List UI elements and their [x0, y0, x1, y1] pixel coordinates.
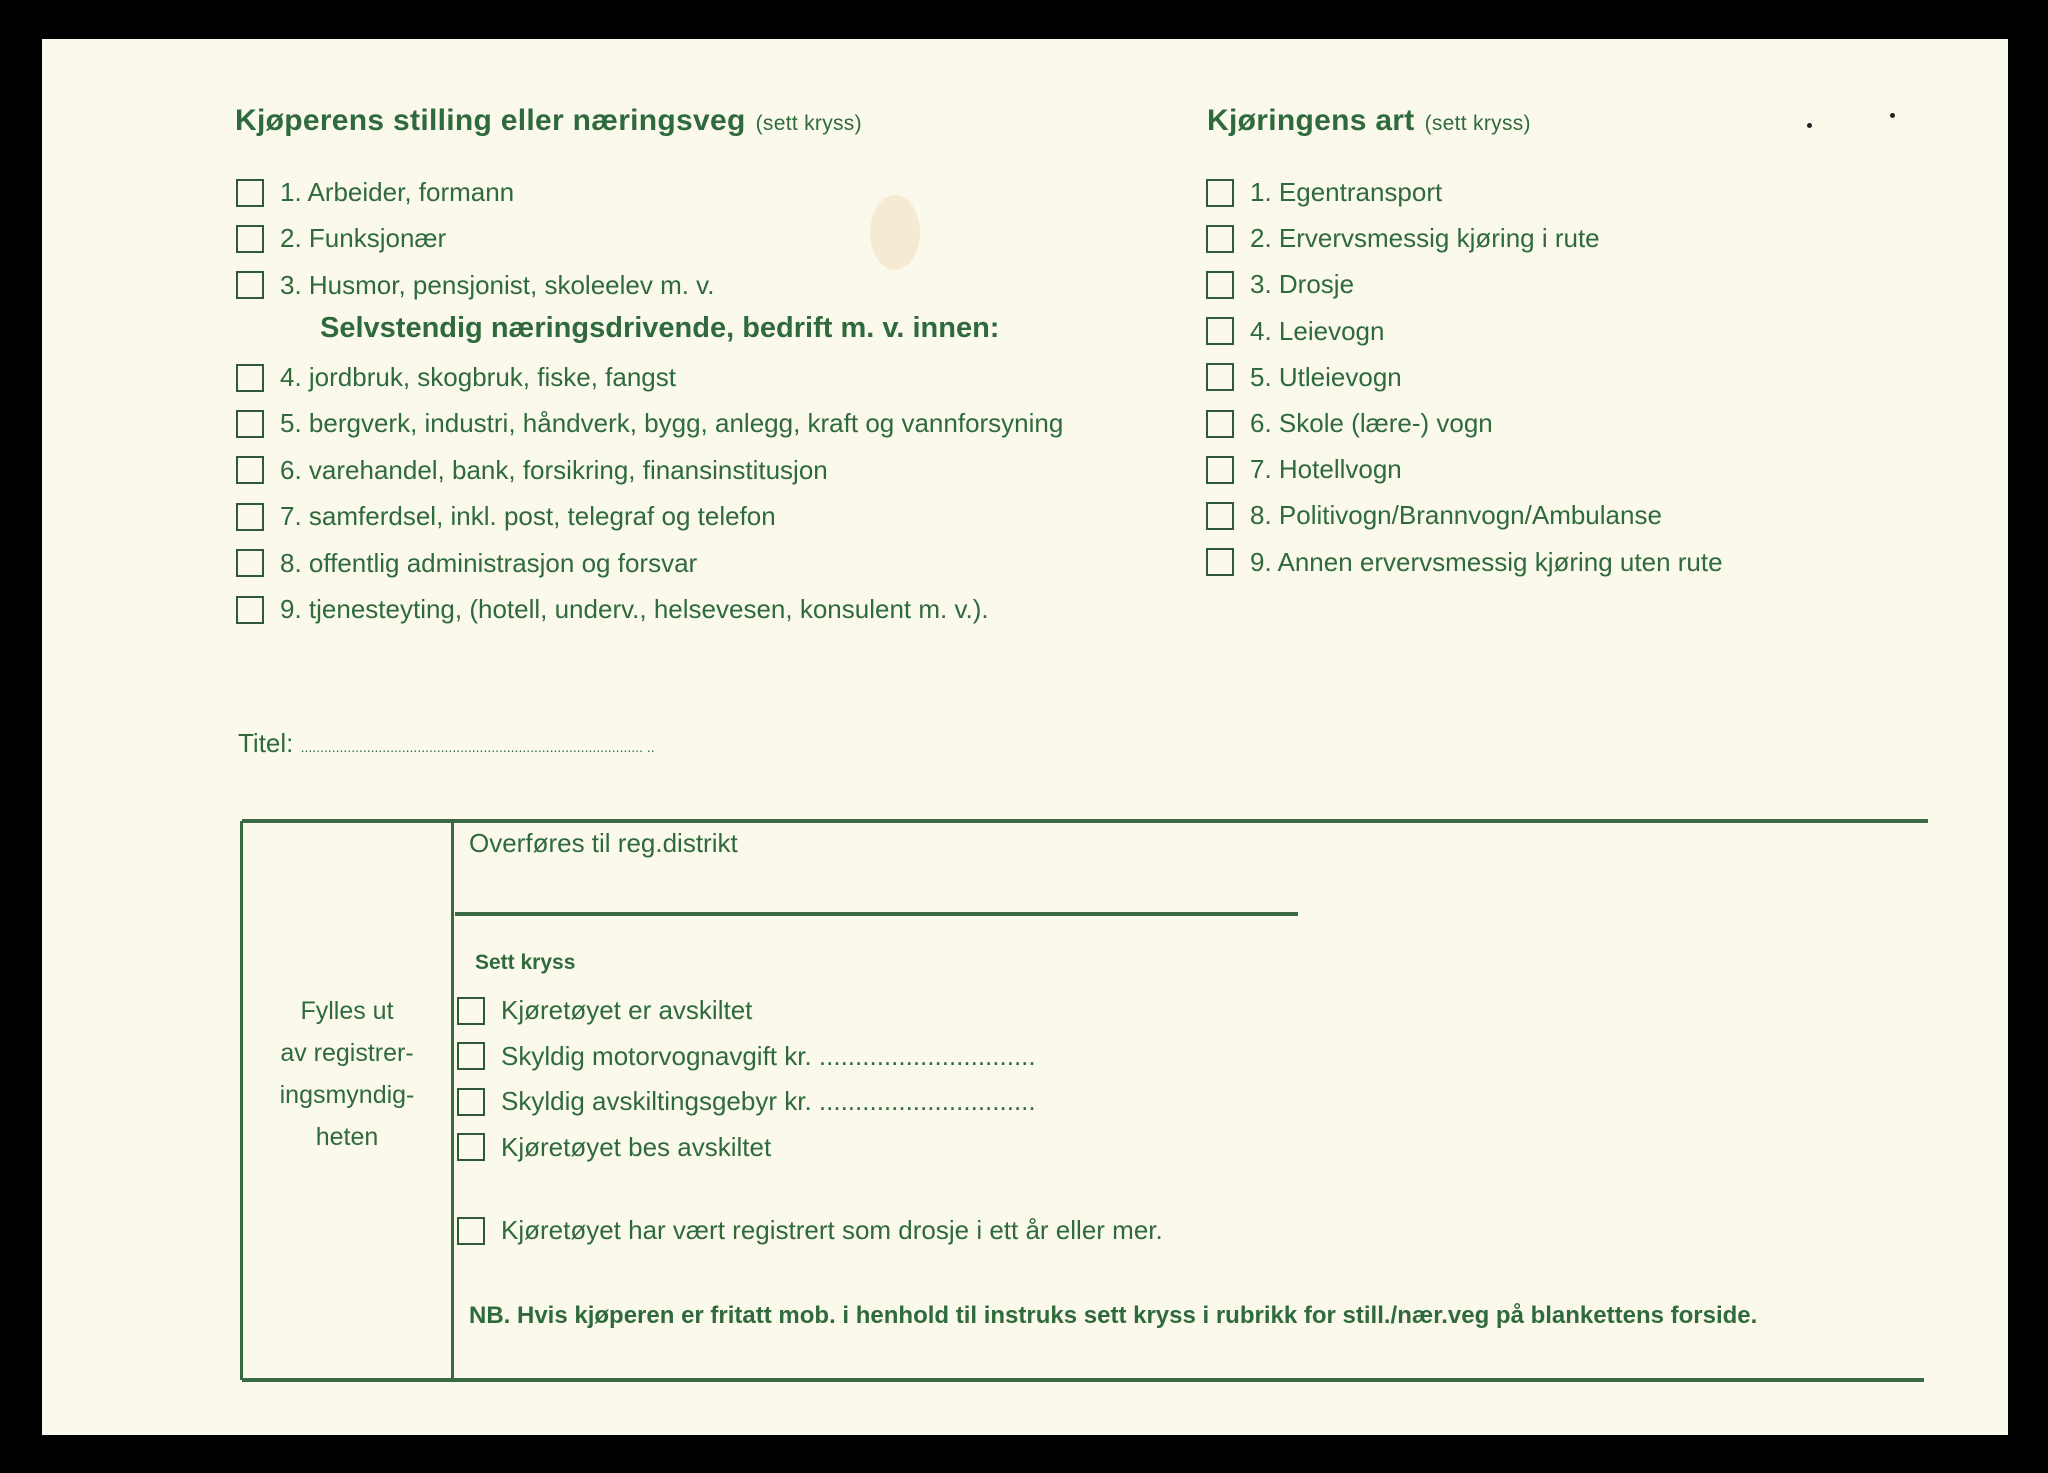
checkbox[interactable]: [236, 503, 264, 531]
checkbox[interactable]: [1206, 363, 1234, 391]
checkbox[interactable]: [1206, 548, 1234, 576]
checkbox[interactable]: [236, 271, 264, 299]
checkbox[interactable]: [236, 456, 264, 484]
checkbox-label: 2. Ervervsmessig kjøring i rute: [1250, 223, 1600, 254]
checkbox[interactable]: [236, 549, 264, 577]
checkbox[interactable]: [457, 1133, 485, 1161]
checkbox-row[interactable]: [457, 1086, 1036, 1117]
checkbox-label: 7. Hotellvogn: [1250, 454, 1402, 485]
nb-note: NB. Hvis kjøperen er fritatt mob. i henhold til instruks sett kryss i rubrikk for still./nær.veg på blankettens forside.: [469, 1302, 1758, 1329]
checkbox[interactable]: [1206, 502, 1234, 530]
checkbox-row[interactable]: [1206, 500, 1662, 531]
checkbox-label: 1. Arbeider, formann: [280, 177, 515, 207]
drosje-checkbox-row[interactable]: [457, 1215, 1163, 1246]
checkbox-label: 8. Politivogn/Brannvogn/Ambulanse: [1250, 500, 1662, 531]
registry-side-label: Fylles ut av registrer- ingsmyndig- heten: [279, 997, 415, 1151]
checkbox-label: 8. offentlig administrasjon og forsvar: [280, 547, 698, 578]
buyer-occupation-heading: Kjøperens stilling eller næringsveg (sett kryss): [235, 104, 862, 137]
checkbox[interactable]: [236, 596, 264, 624]
checkbox-row[interactable]: [1206, 223, 1600, 254]
checkbox-row[interactable]: [457, 1132, 771, 1163]
checkbox-label: 1. Egentransport: [1250, 177, 1443, 207]
checkbox-row[interactable]: [1206, 547, 1723, 578]
checkbox-label: Skyldig avskiltingsgebyr kr. ..............................: [501, 1086, 1036, 1116]
checkbox-row[interactable]: [1206, 408, 1493, 439]
box-bottom-border: [242, 1378, 1924, 1382]
checkbox-row[interactable]: [236, 408, 1063, 439]
titel-field[interactable]: Titel: ........................................................................................ ..: [238, 728, 655, 758]
checkbox-label: Kjøretøyet har vært registrert som drosje i ett år eller mer.: [501, 1215, 1163, 1245]
transfer-district-label: Overføres til reg.distrikt: [469, 828, 738, 858]
box-top-border: [242, 819, 1928, 823]
checkbox[interactable]: [236, 410, 264, 438]
checkbox[interactable]: [236, 225, 264, 253]
checkbox-row[interactable]: [1206, 177, 1442, 208]
checkbox[interactable]: [457, 1088, 485, 1116]
checkbox[interactable]: [1206, 225, 1234, 253]
driving-type-heading: Kjøringens art (sett kryss): [1207, 104, 1531, 137]
ink-speck: [1807, 123, 1812, 128]
checkbox-label: 5. Utleievogn: [1250, 361, 1402, 392]
checkbox-row[interactable]: [236, 270, 714, 301]
checkbox-row[interactable]: [236, 223, 446, 254]
checkbox-label: 3. Drosje: [1250, 269, 1355, 300]
checkbox-row[interactable]: [236, 548, 697, 579]
checkbox-row[interactable]: [1206, 269, 1354, 300]
checkbox-label: 5. bergverk, industri, håndverk, bygg, anlegg, kraft og vannforsyning: [280, 408, 1064, 439]
checkbox[interactable]: [1206, 271, 1234, 299]
checkbox-label: 2. Funksjonær: [280, 223, 447, 254]
checkbox[interactable]: [1206, 317, 1234, 345]
checkbox-row[interactable]: [1206, 454, 1402, 485]
checkbox-label: 6. varehandel, bank, forsikring, finansinstitusjon: [280, 454, 828, 485]
checkbox-row[interactable]: [236, 177, 514, 208]
checkbox-label: 7. samferdsel, inkl. post, telegraf og telefon: [280, 501, 776, 532]
checkbox-row[interactable]: [457, 995, 752, 1026]
checkbox[interactable]: [236, 364, 264, 392]
checkbox-row[interactable]: [236, 501, 776, 532]
self-employed-subheading: Selvstendig næringsdrivende, bedrift m. v. innen:: [320, 312, 1000, 344]
sett-kryss-label: Sett kryss: [475, 951, 576, 974]
checkbox[interactable]: [1206, 179, 1234, 207]
checkbox[interactable]: [457, 997, 485, 1025]
checkbox-label: 4. Leievogn: [1250, 315, 1385, 346]
checkbox[interactable]: [236, 179, 264, 207]
checkbox-row[interactable]: [457, 1041, 1036, 1072]
box-divider: [451, 821, 454, 1380]
checkbox[interactable]: [1206, 410, 1234, 438]
district-underline: [455, 912, 1298, 916]
checkbox-label: Skyldig motorvognavgift kr. ..............................: [501, 1040, 1036, 1071]
checkbox-label: 4. jordbruk, skogbruk, fiske, fangst: [280, 362, 676, 392]
checkbox-label: Kjøretøyet bes avskiltet: [501, 1131, 772, 1162]
checkbox-label: 9. Annen ervervsmessig kjøring uten rute: [1250, 546, 1723, 577]
checkbox-label: 6. Skole (lære-) vogn: [1250, 408, 1493, 438]
checkbox-row[interactable]: [236, 362, 676, 393]
checkbox[interactable]: [457, 1042, 485, 1070]
checkbox[interactable]: [1206, 456, 1234, 484]
checkbox[interactable]: [457, 1217, 485, 1245]
checkbox-row[interactable]: [236, 455, 828, 486]
checkbox-row[interactable]: [1206, 316, 1384, 347]
checkbox-row[interactable]: [1206, 362, 1402, 393]
checkbox-label: 9. tjenesteyting, (hotell, underv., helsevesen, konsulent m. v.).: [280, 594, 989, 624]
paper-stain: [870, 195, 920, 270]
ink-speck: [1890, 113, 1895, 118]
checkbox-label: 3. Husmor, pensjonist, skoleelev m. v.: [280, 269, 715, 300]
checkbox-label: Kjøretøyet er avskiltet: [501, 995, 753, 1025]
checkbox-row[interactable]: [236, 594, 989, 625]
